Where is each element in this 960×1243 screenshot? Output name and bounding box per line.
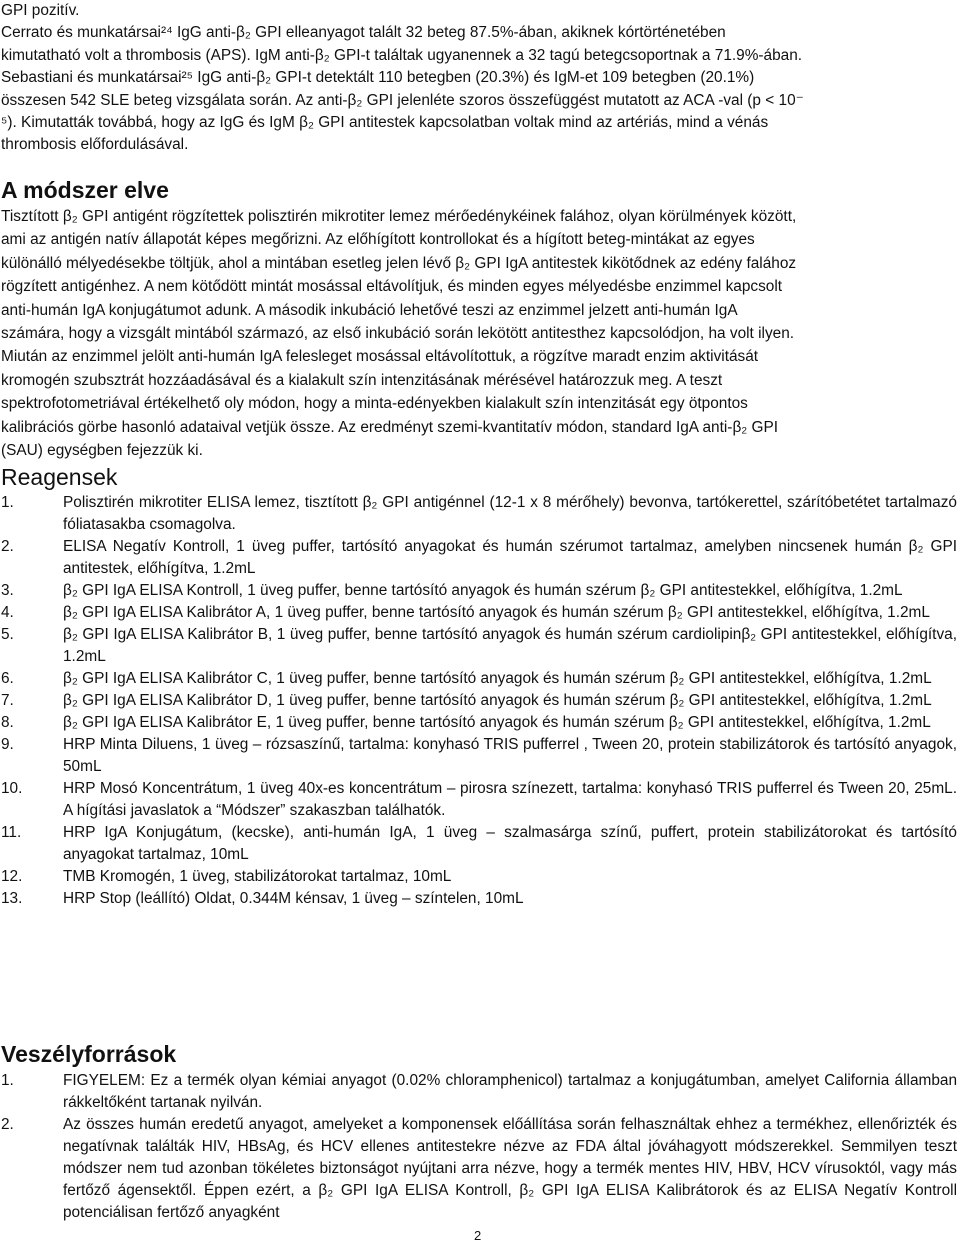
text-line: különálló mélyedésekbe töltjük, ahol a mintában esetleg jelen lévő β₂ GPI IgA antitestek kikötődnek az edény falához (1, 254, 797, 272)
item-text: β₂ GPI IgA ELISA Kalibrátor C, 1 üveg puffer, benne tartósító anyagok és humán szérum β₂ GPI antitestekkel, előhígítva, 1.2mL (63, 670, 932, 687)
item-text: Az összes humán eredetű anyagot, amelyeket a komponensek előállítása során felhasználtak ehhez a termékhez, ellenőrizték és negatívnak találták HIV, HBsAg, és HCV ellenes antitestekre nézve az FDA által jóváhagyott módszerekkel. Semmilyen teszt módszer nem tud azonban tökéletes biztonságot nyújtani arra nézve, hogy a termék mentes HIV, HBV, HCV vírusoktól, vagy más fertőző ágensektől. Éppen ezért, a β₂ GPI IgA ELISA Kontroll, β₂ GPI IgA ELISA Kalibrátorok és az ELISA Negatív Kontroll potenciálisan fertőző anyagként (63, 1116, 957, 1221)
item-number: 6. (1, 670, 14, 687)
text-line: Cerrato és munkatársai²⁴ IgG anti-β₂ GPI elleanyagot talált 32 beteg 87.5%-ában, akiknek kórtörténetében (1, 24, 726, 42)
item-text: β₂ GPI IgA ELISA Kontroll, 1 üveg puffer, benne tartósító anyagok és humán szérum β₂ GPI antitestekkel, előhígítva, 1.2mL (63, 582, 903, 599)
item-text: Polisztirén mikrotiter ELISA lemez, tisztított β₂ GPI antigénnel (12-1 x 8 mérőhely) bevonva, tartókerettel, szárítóbetétet tartalmazó fóliatasakba csomagolva. (63, 494, 957, 533)
list-item (1, 602, 957, 624)
list-item (1, 668, 957, 690)
text-line: ami az antigén natív állapotát képes megőrizni. Az előhígított kontrollokat és a hígított beteg-mintákat az egyes (1, 231, 755, 249)
text-line: Sebastiani és munkatársai²⁵ IgG anti-β₂ GPI-t detektált 110 betegben (20.3%) és IgM-et 109 betegben (20.1%) (1, 69, 755, 87)
item-number: 11. (1, 824, 22, 841)
item-number: 9. (1, 736, 14, 753)
list-item (1, 536, 957, 580)
item-number: 12. (1, 868, 23, 885)
item-text: HRP Minta Diluens, 1 üveg – rózsaszínű, tartalma: konyhasó TRIS pufferrel , Tween 20, protein stabilizátorok és tartósító anyagok, 50mL (63, 736, 957, 775)
section-heading-reagents: Reagensek (1, 464, 118, 490)
list-item (1, 712, 957, 734)
item-number: 5. (1, 626, 14, 643)
item-text: β₂ GPI IgA ELISA Kalibrátor A, 1 üveg puffer, benne tartósító anyagok és humán szérum β₂ GPI antitestekkel, előhígítva, 1.2mL (63, 604, 930, 621)
list-item (1, 492, 957, 536)
list-item (1, 690, 957, 712)
item-text: HRP IgA Konjugátum, (kecske), anti-humán IgA, 1 üveg – szalmasárga színű, puffert, protein stabilizátorokat és tartósító anyagokat tartalmaz, 10mL (63, 824, 957, 863)
list-item (1, 822, 957, 866)
list-item (1, 580, 957, 602)
item-number: 4. (1, 604, 14, 621)
item-number: 2. (1, 1116, 14, 1133)
item-text: ELISA Negatív Kontroll, 1 üveg puffer, tartósító anyagokat és humán szérumot tartalmaz, amelyben nincsenek humán β₂ GPI antitestek, előhígítva, 1.2mL (63, 538, 957, 577)
item-text: HRP Stop (leállító) Oldat, 0.344M kénsav, 1 üveg – színtelen, 10mL (63, 890, 524, 907)
item-number: 1. (1, 1072, 14, 1089)
text-line: spektrofotometriával értékelhető oly módon, hogy a minta-edényekben kialakult szín intenzitását egy ötpontos (1, 395, 748, 413)
list-item (1, 778, 957, 822)
text-line: (SAU) egységben fejezzük ki. (1, 442, 203, 460)
item-number: 10. (1, 780, 23, 797)
item-text: β₂ GPI IgA ELISA Kalibrátor B, 1 üveg puffer, benne tartósító anyagok és humán szérum cardiolipinβ₂ GPI antitestekkel, előhígítva, 1.2mL (63, 626, 957, 665)
text-line: kimutatható volt a thrombosis (APS). IgM anti-β₂ GPI-t találtak ugyanennek a 32 tagú betegcsoportnak a 71.9%-ában. (1, 46, 803, 64)
item-number: 3. (1, 582, 14, 599)
item-text: FIGYELEM: Ez a termék olyan kémiai anyagot (0.02% chloramphenicol) tartalmaz a konjugátumban, amelyet California államban rákkeltőként tartanak nyilván. (63, 1072, 957, 1111)
item-number: 2. (1, 538, 14, 555)
item-text: β₂ GPI IgA ELISA Kalibrátor D, 1 üveg puffer, benne tartósító anyagok és humán szérum β₂ GPI antitestekkel, előhígítva, 1.2mL (63, 692, 932, 709)
text-line: összesen 542 SLE beteg vizsgálata során. Az anti-β₂ GPI jelenléte szoros összefüggést mutatott az ACA -val (p < 10⁻ (1, 91, 804, 109)
text-line: thrombosis előfordulásával. (1, 136, 189, 154)
item-number: 8. (1, 714, 14, 731)
list-item (1, 1070, 957, 1114)
text-line: kromogén szubsztrát hozzáadásával és a kialakult szín intenzitásának mérésével határozzuk meg. A teszt (1, 371, 723, 389)
item-number: 1. (1, 494, 14, 511)
item-text: TMB Kromogén, 1 üveg, stabilizátorokat tartalmaz, 10mL (63, 868, 452, 885)
text-line: GPI pozitív. (1, 2, 80, 19)
item-text: β₂ GPI IgA ELISA Kalibrátor E, 1 üveg puffer, benne tartósító anyagok és humán szérum β₂ GPI antitestekkel, előhígítva, 1.2mL (63, 714, 931, 731)
page-number: 2 (474, 1228, 482, 1243)
intro-paragraph (1, 0, 957, 157)
text-line: Miután az enzimmel jelölt anti-humán IgA felesleget mosással eltávolítottuk, a rögzítve maradt enzim aktivitását (1, 348, 759, 366)
text-line: anti-humán IgA konjugátumot adunk. A második inkubáció lehetővé teszi az enzimmel jelzett anti-humán IgA (1, 301, 738, 319)
item-number: 13. (1, 890, 23, 907)
text-line: számára, hogy a vizsgált mintából származó, az első inkubáció során lekötött antitesthez kapcsolódjon, ha volt ilyen. (1, 325, 795, 343)
item-text: HRP Mosó Koncentrátum, 1 üveg 40x-es koncentrátum – pirosra színezett, tartalma: konyhasó TRIS pufferrel és Tween 20, 25mL. A hígítási javaslatok a “Módszer” szakaszban találhatók. (63, 780, 957, 819)
list-item (1, 734, 957, 778)
hazards-list (1, 1070, 957, 1224)
list-item (1, 1114, 957, 1224)
list-item (1, 624, 957, 668)
section-heading-hazards: Veszélyforrások (1, 1041, 177, 1067)
item-number: 7. (1, 692, 14, 709)
list-item (1, 888, 957, 910)
text-line: kalibrációs görbe hasonló adataival vetjük össze. Az eredményt szemi-kvantitatív módon, standard IgA anti-β₂ GPI (1, 418, 779, 436)
section-heading-method: A módszer elve (1, 177, 169, 203)
text-line: rögzített antigénhez. A nem kötődött mintát mosással eltávolítjuk, és minden egyes mélyedésbe enzimmel kapcsolt (1, 278, 783, 296)
text-line: Tisztított β₂ GPI antigént rögzítettek polisztirén mikrotiter lemez mérőedénykéinek falához, olyan körülmények között, (1, 208, 797, 225)
list-item (1, 866, 957, 888)
method-paragraph (1, 205, 957, 462)
text-line: ⁵). Kimutatták továbbá, hogy az IgG és IgM β₂ GPI antitestek kapcsolatban voltak mind az artériás, mind a vénás (1, 114, 769, 132)
reagents-list (1, 492, 957, 910)
